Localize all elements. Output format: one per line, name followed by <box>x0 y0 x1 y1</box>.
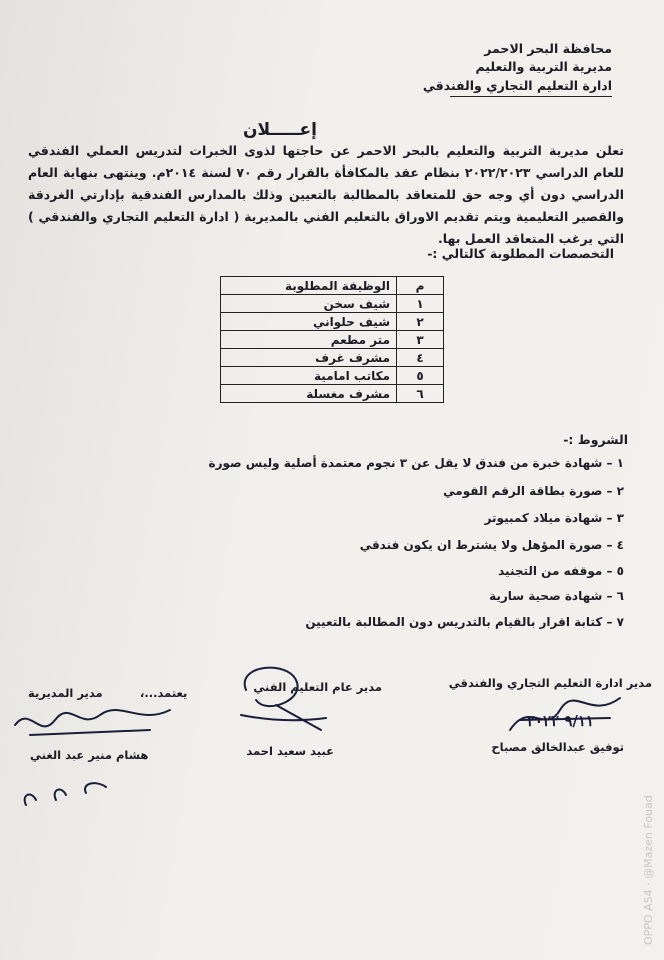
condition-item: ١ – شهادة خبرة من فندق لا يقل عن ٣ نجوم معتمدة أصلية وليس صورة <box>208 456 624 470</box>
table-header-row <box>221 277 444 295</box>
row-job: شيف سخن <box>221 295 397 313</box>
signature-middle-title: مدير عام التعليم الفني <box>253 680 382 694</box>
row-num: ٢ <box>397 313 444 331</box>
table-row <box>221 367 444 385</box>
row-num: ٣ <box>397 331 444 349</box>
signature-right-title: مدير ادارة التعليم التجاري والفندقي <box>448 676 652 690</box>
signature-right-scribble <box>500 690 640 740</box>
signature-left-title: مدير المديرية <box>28 686 103 700</box>
condition-item: ٥ – موقفه من التجنيد <box>498 564 624 578</box>
row-job: شيف حلواني <box>221 313 397 331</box>
specializations-intro: التخصصات المطلوبة كالتالي :- <box>427 246 614 261</box>
conditions-title: الشروط :- <box>563 432 628 447</box>
signature-left-name: هشام منير عبد الغني <box>30 748 149 762</box>
header-directorate: مديرية التربية والتعليم <box>475 59 612 74</box>
signature-left-scribble <box>10 700 180 750</box>
signature-middle-scribble <box>226 660 336 740</box>
signature-left-approve: يعتمد...، <box>140 686 188 700</box>
row-job: متر مطعم <box>221 331 397 349</box>
camera-watermark: OPPO A54 · @Mazen Fouad <box>642 795 655 945</box>
row-num: ٦ <box>397 385 444 403</box>
table-row <box>221 331 444 349</box>
table-row <box>221 349 444 367</box>
row-job: مشرف مغسلة <box>221 385 397 403</box>
header-governorate: محافظة البحر الاحمر <box>484 41 612 56</box>
signature-right-name: توفيق عبدالخالق مصباح <box>491 740 624 754</box>
row-num: ٥ <box>397 367 444 385</box>
header-job: الوظيفة المطلوبة <box>221 277 397 295</box>
handwritten-mark <box>16 775 126 815</box>
signature-right-date: ٩/١١ ٢٠٢٢ <box>526 712 594 730</box>
table-row <box>221 295 444 313</box>
condition-item: ٢ – صورة بطاقة الرقم القومي <box>443 484 624 498</box>
table-row <box>221 313 444 331</box>
page-title: إعـــــلان <box>243 120 317 140</box>
condition-item: ٧ – كتابة اقرار بالقيام بالتدريس دون المطالبة بالتعيين <box>305 615 624 629</box>
header-num: م <box>397 277 444 295</box>
announcement-body: تعلن مديرية التربية والتعليم بالبحر الاحمر عن حاجتها لذوى الخبرات لتدريس العملي الفندقي للعام الدراسي ٢٠٢٢/٢٠٢٣ بنظام عقد بالمكافأة بالقرار رقم ٧٠ لسنة ٢٠١٤م. وينتهى بنهاية العام الدراسي دون أي وجه حق للمتعاقد بالمطالبة بالتعيين وذلك بالمدارس الفندقية بإدارتي الغردقة والقصير التعليمية ويتم تقديم الاوراق بالتعليم الفني بالمديرية ( ادارة التعليم التجاري والفندقي ) التي يرغب المتعاقد العمل بها. <box>28 143 624 246</box>
row-job: مكاتب امامية <box>221 367 397 385</box>
condition-item: ٣ – شهادة ميلاد كمبيوتر <box>484 511 624 525</box>
condition-item: ٦ – شهادة صحية سارية <box>489 589 624 603</box>
row-num: ١ <box>397 295 444 313</box>
header-underline <box>450 96 612 97</box>
row-job: مشرف غرف <box>221 349 397 367</box>
header-department: ادارة التعليم التجاري والفندقي <box>422 78 612 93</box>
jobs-table <box>220 276 444 403</box>
signature-middle-name: عبيد سعيد احمد <box>246 744 334 758</box>
condition-item: ٤ – صورة المؤهل ولا يشترط ان يكون فندقي <box>359 538 624 552</box>
table-row <box>221 385 444 403</box>
row-num: ٤ <box>397 349 444 367</box>
